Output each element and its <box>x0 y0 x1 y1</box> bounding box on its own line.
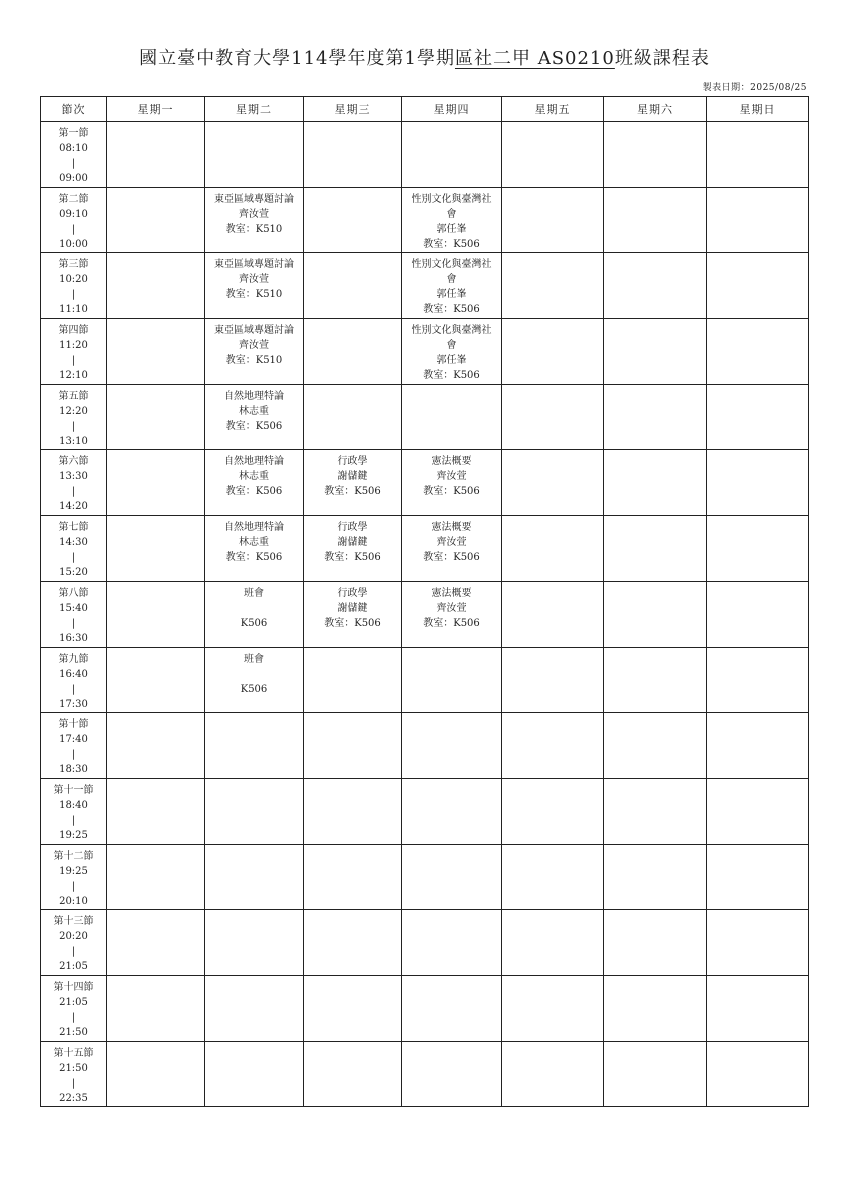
period-start: 21:05 <box>59 996 88 1008</box>
course-cell-wednesday <box>304 713 402 779</box>
course-name: 東亞區域專題討論 <box>214 193 294 205</box>
period-start: 19:25 <box>59 865 88 877</box>
course-cell-monday <box>107 844 205 910</box>
course-cell-saturday <box>604 844 707 910</box>
table-row <box>41 187 809 253</box>
period-cell <box>41 319 107 385</box>
course-detail: 郭任峯 <box>436 289 467 301</box>
course-detail: 教室：K506 <box>423 304 480 316</box>
course-cell-monday <box>107 187 205 253</box>
period-sep: | <box>71 617 76 629</box>
period-cell <box>41 384 107 450</box>
period-start: 09:10 <box>59 208 88 220</box>
course-name: 自然地理特論 <box>224 456 284 468</box>
course-cell-friday <box>502 187 604 253</box>
period-start: 13:30 <box>59 471 88 483</box>
course-cell-sunday <box>707 713 809 779</box>
course-cell-monday <box>107 516 205 582</box>
course-cell-friday <box>502 1041 604 1107</box>
course-cell-wednesday <box>304 187 402 253</box>
table-row <box>41 516 809 582</box>
timetable-body <box>41 122 809 1107</box>
course-name: 行政學 <box>337 456 368 468</box>
period-sep: | <box>71 552 76 564</box>
course-cell-wednesday <box>304 384 402 450</box>
period-sep: | <box>71 880 76 892</box>
course-cell-friday <box>502 384 604 450</box>
course-cell-sunday <box>707 319 809 385</box>
period-sep: | <box>71 1011 76 1023</box>
course-cell-monday <box>107 581 205 647</box>
period-end: 15:20 <box>59 567 88 579</box>
period-end: 21:05 <box>59 961 88 973</box>
course-cell-sunday <box>707 778 809 844</box>
course-cell-monday <box>107 450 205 516</box>
period-sep: | <box>71 749 76 761</box>
course-cell-friday <box>502 450 604 516</box>
course-cell-wednesday <box>304 450 402 516</box>
table-row <box>41 450 809 516</box>
course-cell-tuesday <box>205 647 304 713</box>
course-name: 行政學 <box>337 587 368 599</box>
course-detail: 教室：K510 <box>225 355 283 367</box>
course-cell-friday <box>502 319 604 385</box>
course-detail: 教室：K510 <box>225 223 283 235</box>
period-cell <box>41 581 107 647</box>
column-header-tuesday: 星期二 <box>205 97 304 122</box>
period-name: 第四節 <box>58 325 89 337</box>
course-cell-wednesday <box>304 319 402 385</box>
table-row <box>41 384 809 450</box>
course-detail <box>205 601 303 616</box>
course-cell-sunday <box>707 187 809 253</box>
period-end: 18:30 <box>59 764 88 776</box>
period-sep: | <box>71 946 76 958</box>
course-name: 班會 <box>244 587 264 599</box>
course-detail: 謝儲鍵 <box>337 471 368 483</box>
course-detail: 齊汝萱 <box>239 208 269 220</box>
course-detail: 會 <box>446 274 457 286</box>
course-cell-tuesday <box>205 122 304 188</box>
course-name: 性別文化與臺灣社 <box>411 259 492 271</box>
period-cell <box>41 844 107 910</box>
course-name: 憲法概要 <box>431 522 472 534</box>
course-cell-sunday <box>707 1041 809 1107</box>
course-cell-wednesday <box>304 647 402 713</box>
course-cell-saturday <box>604 581 707 647</box>
period-sep: | <box>71 158 76 169</box>
table-row <box>41 253 809 319</box>
period-name: 第三節 <box>58 259 89 271</box>
period-name: 第二節 <box>58 193 89 205</box>
course-cell-saturday <box>604 778 707 844</box>
course-cell-saturday <box>604 975 707 1041</box>
period-name: 第十一節 <box>53 784 94 796</box>
course-detail: 教室：K506 <box>225 486 283 498</box>
course-cell-sunday <box>707 384 809 450</box>
course-detail: K506 <box>240 683 268 695</box>
course-detail: 齊汝萱 <box>436 602 467 614</box>
course-detail: 郭任峯 <box>436 223 467 235</box>
course-cell-monday <box>107 253 205 319</box>
course-name: 自然地理特論 <box>224 522 284 534</box>
table-row <box>41 975 809 1041</box>
course-cell-saturday <box>604 319 707 385</box>
course-cell-thursday <box>402 844 502 910</box>
period-start: 14:30 <box>59 537 88 549</box>
period-cell <box>41 450 107 516</box>
table-row <box>41 647 809 713</box>
course-name: 東亞區域專題討論 <box>214 325 294 337</box>
period-end: 19:25 <box>59 829 88 841</box>
table-row <box>41 581 809 647</box>
period-start: 18:40 <box>59 799 88 811</box>
course-detail: 教室：K506 <box>423 552 480 564</box>
course-cell-saturday <box>604 647 707 713</box>
course-cell-saturday <box>604 253 707 319</box>
period-name: 第九節 <box>58 653 89 665</box>
course-cell-sunday <box>707 516 809 582</box>
table-row <box>41 713 809 779</box>
course-detail <box>205 667 303 682</box>
course-cell-friday <box>502 713 604 779</box>
course-detail: 謝儲鍵 <box>337 602 368 614</box>
course-cell-monday <box>107 122 205 188</box>
course-cell-sunday <box>707 581 809 647</box>
table-row <box>41 319 809 385</box>
course-name: 憲法概要 <box>431 456 472 468</box>
course-detail: 齊汝萱 <box>436 537 467 549</box>
course-detail: 會 <box>446 340 457 352</box>
period-sep: | <box>71 420 76 432</box>
period-name: 第十五節 <box>53 1047 94 1059</box>
course-cell-sunday <box>707 253 809 319</box>
period-name: 第十二節 <box>53 850 94 862</box>
period-end: 21:50 <box>59 1026 88 1038</box>
course-cell-tuesday <box>205 187 304 253</box>
table-row <box>41 1041 809 1107</box>
period-cell <box>41 975 107 1041</box>
course-cell-thursday <box>402 319 502 385</box>
course-cell-monday <box>107 319 205 385</box>
course-cell-thursday <box>402 516 502 582</box>
course-detail: 教室：K506 <box>324 552 381 564</box>
course-cell-monday <box>107 778 205 844</box>
column-header-sunday: 星期日 <box>707 97 809 122</box>
course-cell-thursday <box>402 778 502 844</box>
period-sep: | <box>71 486 76 498</box>
course-cell-wednesday <box>304 1041 402 1107</box>
period-start: 08:10 <box>59 143 88 154</box>
course-cell-wednesday <box>304 581 402 647</box>
course-detail: 齊汝萱 <box>239 274 269 286</box>
course-detail: 教室：K506 <box>423 238 480 250</box>
course-cell-sunday <box>707 122 809 188</box>
period-cell <box>41 122 107 188</box>
period-cell <box>41 1041 107 1107</box>
course-cell-friday <box>502 910 604 976</box>
period-name: 第一節 <box>58 128 89 139</box>
table-row <box>41 844 809 910</box>
print-date: 製表日期：2025/08/25 <box>702 83 807 93</box>
table-row <box>41 778 809 844</box>
period-start: 10:20 <box>59 274 88 286</box>
course-cell-monday <box>107 647 205 713</box>
period-end: 22:35 <box>59 1092 88 1104</box>
course-detail: 齊汝萱 <box>239 340 269 352</box>
period-end: 09:00 <box>59 173 88 184</box>
course-detail: 教室：K506 <box>423 486 480 498</box>
course-cell-tuesday <box>205 516 304 582</box>
period-start: 21:50 <box>59 1062 88 1074</box>
period-end: 20:10 <box>59 895 88 907</box>
title-suffix: 班級課程表 <box>614 48 710 69</box>
course-name: 自然地理特論 <box>224 390 284 402</box>
column-header-friday: 星期五 <box>502 97 604 122</box>
period-name: 第五節 <box>58 390 89 402</box>
course-cell-saturday <box>604 122 707 188</box>
period-cell <box>41 516 107 582</box>
course-cell-wednesday <box>304 910 402 976</box>
course-cell-friday <box>502 647 604 713</box>
course-cell-friday <box>502 581 604 647</box>
period-name: 第十三節 <box>53 916 94 928</box>
period-start: 12:20 <box>59 405 88 417</box>
course-detail: 教室：K506 <box>423 617 480 629</box>
header-row <box>41 97 809 122</box>
period-sep: | <box>71 289 76 301</box>
course-cell-sunday <box>707 844 809 910</box>
course-cell-wednesday <box>304 122 402 188</box>
course-cell-friday <box>502 253 604 319</box>
period-end: 10:00 <box>59 238 88 250</box>
column-header-saturday: 星期六 <box>604 97 707 122</box>
course-cell-sunday <box>707 975 809 1041</box>
timetable <box>40 96 809 1107</box>
course-cell-friday <box>502 122 604 188</box>
course-detail: 林志重 <box>239 471 269 483</box>
course-detail: K506 <box>240 617 268 629</box>
period-name: 第七節 <box>58 522 89 534</box>
course-cell-wednesday <box>304 844 402 910</box>
course-cell-wednesday <box>304 975 402 1041</box>
course-cell-wednesday <box>304 516 402 582</box>
column-header-thursday: 星期四 <box>402 97 502 122</box>
course-cell-monday <box>107 910 205 976</box>
course-detail: 教室：K506 <box>423 370 480 382</box>
period-cell <box>41 713 107 779</box>
course-cell-tuesday <box>205 384 304 450</box>
course-cell-thursday <box>402 910 502 976</box>
course-cell-thursday <box>402 975 502 1041</box>
course-cell-saturday <box>604 450 707 516</box>
course-cell-thursday <box>402 253 502 319</box>
period-cell <box>41 647 107 713</box>
period-start: 16:40 <box>59 668 88 680</box>
course-detail: 教室：K506 <box>225 420 283 432</box>
course-cell-tuesday <box>205 581 304 647</box>
column-header-monday: 星期一 <box>107 97 205 122</box>
course-cell-monday <box>107 975 205 1041</box>
course-cell-saturday <box>604 713 707 779</box>
course-detail: 謝儲鍵 <box>337 537 368 549</box>
course-name: 東亞區域專題討論 <box>214 259 294 271</box>
period-cell <box>41 187 107 253</box>
course-detail: 教室：K506 <box>324 486 381 498</box>
page-title <box>0 44 849 70</box>
course-detail: 郭任峯 <box>436 355 467 367</box>
course-cell-thursday <box>402 713 502 779</box>
class-name: 區社二甲 AS0210 <box>454 48 615 69</box>
course-cell-saturday <box>604 384 707 450</box>
course-cell-tuesday <box>205 910 304 976</box>
course-cell-thursday <box>402 450 502 516</box>
course-cell-wednesday <box>304 778 402 844</box>
course-cell-friday <box>502 778 604 844</box>
course-cell-tuesday <box>205 778 304 844</box>
period-name: 第十四節 <box>53 981 94 993</box>
period-start: 20:20 <box>59 931 88 943</box>
course-cell-saturday <box>604 516 707 582</box>
course-cell-tuesday <box>205 975 304 1041</box>
period-name: 第十節 <box>58 719 89 731</box>
course-detail: 教室：K506 <box>225 552 283 564</box>
course-cell-monday <box>107 384 205 450</box>
course-cell-friday <box>502 975 604 1041</box>
course-name: 憲法概要 <box>431 587 472 599</box>
period-end: 14:20 <box>59 501 88 513</box>
course-cell-tuesday <box>205 1041 304 1107</box>
period-end: 16:30 <box>59 632 88 644</box>
period-cell <box>41 910 107 976</box>
course-cell-friday <box>502 844 604 910</box>
course-detail: 教室：K510 <box>225 289 283 301</box>
period-sep: | <box>71 1077 76 1089</box>
course-cell-thursday <box>402 187 502 253</box>
course-name: 性別文化與臺灣社 <box>411 193 492 205</box>
course-cell-thursday <box>402 122 502 188</box>
period-cell <box>41 253 107 319</box>
course-cell-sunday <box>707 647 809 713</box>
period-start: 15:40 <box>59 602 88 614</box>
period-name: 第八節 <box>58 587 89 599</box>
course-name: 班會 <box>244 653 264 665</box>
course-detail: 林志重 <box>239 405 269 417</box>
course-name: 性別文化與臺灣社 <box>411 325 492 337</box>
course-cell-monday <box>107 713 205 779</box>
course-cell-tuesday <box>205 844 304 910</box>
course-cell-tuesday <box>205 450 304 516</box>
table-row <box>41 910 809 976</box>
course-detail: 齊汝萱 <box>436 471 467 483</box>
course-cell-saturday <box>604 187 707 253</box>
course-cell-thursday <box>402 647 502 713</box>
course-detail: 會 <box>446 208 457 220</box>
course-detail: 教室：K506 <box>324 617 381 629</box>
period-end: 12:10 <box>59 370 88 382</box>
course-cell-thursday <box>402 1041 502 1107</box>
period-end: 17:30 <box>59 698 88 710</box>
course-cell-saturday <box>604 910 707 976</box>
period-sep: | <box>71 814 76 826</box>
course-cell-thursday <box>402 581 502 647</box>
period-sep: | <box>71 355 76 367</box>
period-cell <box>41 778 107 844</box>
period-end: 13:10 <box>59 435 88 447</box>
course-cell-friday <box>502 516 604 582</box>
period-start: 11:20 <box>59 340 88 352</box>
course-name: 行政學 <box>337 522 368 534</box>
period-start: 17:40 <box>59 734 88 746</box>
course-cell-sunday <box>707 450 809 516</box>
course-cell-tuesday <box>205 713 304 779</box>
period-end: 11:10 <box>59 304 88 316</box>
table-row <box>41 122 809 188</box>
course-cell-sunday <box>707 910 809 976</box>
column-header-period: 節次 <box>41 97 107 122</box>
course-cell-thursday <box>402 384 502 450</box>
period-name: 第六節 <box>58 456 89 468</box>
course-cell-saturday <box>604 1041 707 1107</box>
course-cell-tuesday <box>205 253 304 319</box>
course-cell-tuesday <box>205 319 304 385</box>
course-detail: 林志重 <box>239 537 269 549</box>
period-sep: | <box>71 683 76 695</box>
course-cell-wednesday <box>304 253 402 319</box>
course-cell-monday <box>107 1041 205 1107</box>
column-header-wednesday: 星期三 <box>304 97 402 122</box>
title-prefix: 國立臺中教育大學114學年度第1學期 <box>139 48 455 69</box>
period-sep: | <box>71 223 76 235</box>
